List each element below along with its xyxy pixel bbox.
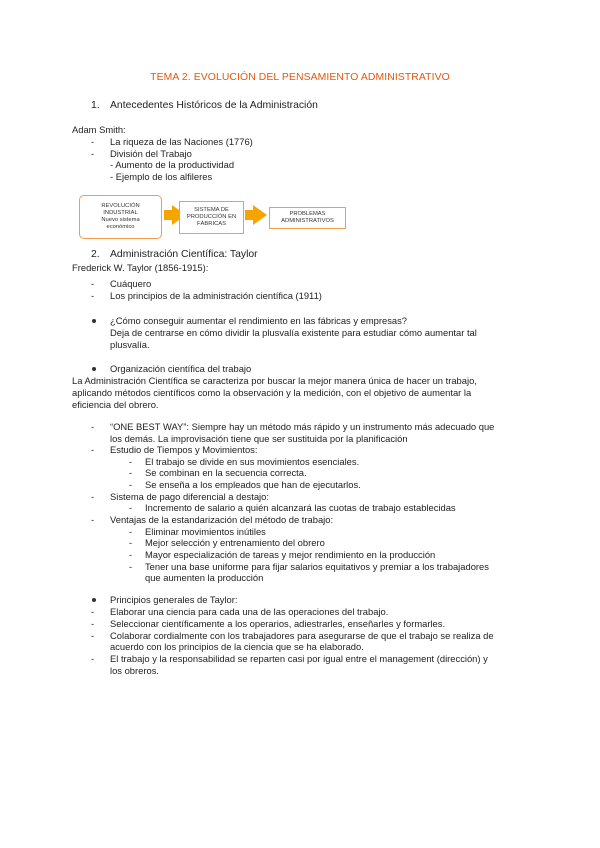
sub-list-item: Se enseña a los empleados que han de ejecutarlos. [145, 479, 361, 490]
list-item: Colaborar cordialmente con los trabajadores para asegurarse de que el trabajo se realiza de [110, 630, 494, 641]
list-item: El trabajo y la responsabilidad se reparten casi por igual entre el management (dirección) y [110, 653, 488, 664]
dash-marker: - [91, 278, 95, 289]
dash-marker: - [91, 653, 95, 664]
section2-number: 2. [91, 249, 100, 260]
org-heading: Organización científica del trabajo [110, 363, 252, 374]
list-item-cont: los obreros. [110, 665, 159, 676]
question-line: ¿Cómo conseguir aumentar el rendimiento en las fábricas y empresas? [110, 315, 408, 326]
dash-marker: - [129, 456, 133, 467]
list-item: Los principios de la administración científica (1911) [110, 290, 322, 301]
diagram-box-problemas: PROBLEMAS ADMINISTRATIVOS [269, 207, 346, 229]
question-line: Deja de centrarse en cómo dividir la plusvalía existente para estudiar cómo aumentar tal [110, 327, 477, 338]
paragraph-line: La Administración Científica se caracteriza por buscar la mejor manera única de hacer un trabajo, [72, 375, 477, 386]
dash-marker: - [91, 136, 95, 147]
sub-list-item: Tener una base uniforme para fijar salarios equitativos y premiar a los trabajadores [145, 561, 489, 572]
dash-marker: - [129, 467, 133, 478]
sub-list-item: Mayor especialización de tareas y mejor rendimiento en la producción [145, 549, 436, 560]
list-item: La riqueza de las Naciones (1776) [110, 136, 253, 147]
sub-list-item: Mejor selección y entrenamiento del obrero [145, 537, 325, 548]
dash-marker: - [129, 537, 133, 548]
dash-marker: - [91, 514, 95, 525]
dash-marker: - [91, 606, 95, 617]
sub-list-item: Se combinan en la secuencia correcta. [145, 467, 307, 478]
dash-marker: - [129, 549, 133, 560]
section1-number: 1. [91, 100, 100, 111]
dash-marker: - [91, 290, 95, 301]
bullet-icon [92, 367, 96, 371]
dash-marker: - [129, 561, 133, 572]
list-item: Estudio de Tiempos y Movimientos: [110, 444, 258, 455]
section2-author: Frederick W. Taylor (1856-1915): [72, 262, 209, 273]
diagram-box-fabricas: SISTEMA DE PRODUCCIÓN EN FÁBRICAS [179, 201, 244, 234]
dash-marker: - [129, 502, 133, 513]
list-item: Seleccionar científicamente a los operarios, adiestrarles, enseñarles y formarles. [110, 618, 446, 629]
paragraph-line: eficiencia del obrero. [72, 399, 159, 410]
list-item: Cuáquero [110, 278, 152, 289]
list-item: “ONE BEST WAY”: Siempre hay un método más rápido y un instrumento más adecuado que [110, 421, 495, 432]
question-line: plusvalía. [110, 339, 150, 350]
dash-marker: - [91, 421, 95, 432]
sub-list-item: Eliminar movimientos inútiles [145, 526, 266, 537]
dash-marker: - [91, 630, 95, 641]
list-item: División del Trabajo [110, 148, 192, 159]
list-item: Elaborar una ciencia para cada una de las operaciones del trabajo. [110, 606, 389, 617]
dash-marker: - [129, 479, 133, 490]
list-item-cont: los demás. La improvisación tiene que ser sustituida por la planificación [110, 433, 408, 444]
arrow-stem [164, 210, 172, 220]
list-item-cont: acuerdo con los principios de la ciencia que se ha elaborado. [110, 641, 364, 652]
page-title: TEMA 2. EVOLUCIÓN DEL PENSAMIENTO ADMINISTRATIVO [150, 72, 450, 83]
section1-author: Adam Smith: [72, 124, 126, 135]
section1-heading: Antecedentes Históricos de la Administración [110, 100, 318, 111]
list-item: Sistema de pago diferencial a destajo: [110, 491, 269, 502]
dash-marker: - [129, 526, 133, 537]
sub-list-item: Incremento de salario a quién alcanzará las cuotas de trabajo establecidas [145, 502, 456, 513]
sub-list-item-cont: que aumenten la producción [145, 572, 264, 583]
paragraph-line: aplicando métodos científicos como la observación y la medición, con el objetivo de aumentar la [72, 387, 472, 398]
list-item: Ventajas de la estandarización del método de trabajo: [110, 514, 334, 525]
arrow-right-icon [253, 205, 267, 225]
dash-marker: - [91, 444, 95, 455]
sub-list-item: El trabajo se divide en sus movimientos esenciales. [145, 456, 360, 467]
sub-list-item: - Ejemplo de los alfileres [110, 171, 213, 182]
sub-list-item: - Aumento de la productividad [110, 159, 235, 170]
arrow-stem [245, 210, 253, 220]
section2-heading: Administración Científica: Taylor [110, 249, 258, 260]
diagram-box-revolucion: REVOLUCIÓN INDUSTRIAL Nuevo sistema económico [79, 195, 162, 239]
bullet-icon [92, 598, 96, 602]
bullet-icon [92, 319, 96, 323]
dash-marker: - [91, 148, 95, 159]
principios-heading: Principios generales de Taylor: [110, 594, 238, 605]
dash-marker: - [91, 491, 95, 502]
dash-marker: - [91, 618, 95, 629]
